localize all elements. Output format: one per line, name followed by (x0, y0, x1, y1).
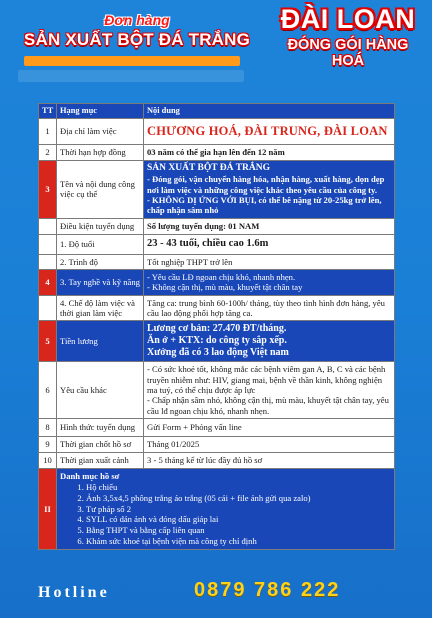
poster-header (0, 0, 432, 96)
row-label: Thời gian xuất cảnh (57, 452, 144, 468)
recruit-method: Gửi Form + Phỏng vấn line (144, 418, 395, 436)
table-row (39, 218, 395, 234)
row-number: 4 (39, 270, 57, 296)
row-label: Thời hạn hợp đồng (57, 145, 144, 161)
table-header-row (39, 104, 395, 119)
contract-duration: 03 năm có thể gia hạn lên đến 12 năm (144, 145, 395, 161)
job-desc-line: - Đóng gói, vận chuyển hàng hóa, nhận hàng, xuất hàng, dọn dẹp nơi làm việc và những công việc khác theo yêu cầu của công ty. (147, 174, 385, 195)
other-requirements (144, 362, 395, 419)
table-row (39, 270, 395, 296)
salary-line: Lương cơ bản: 27.470 ĐT/tháng. (147, 323, 287, 335)
row-label: Tiền lương (57, 321, 144, 362)
table-row (39, 321, 395, 362)
row-label: Tên và nội dung công việc cụ thể (57, 161, 144, 219)
row-number: 2 (39, 145, 57, 161)
hotline-bar (0, 578, 432, 618)
list-item: 3. Tư pháp số 2 (86, 504, 391, 515)
row-label: Điều kiện tuyển dụng (57, 218, 144, 234)
table-row (39, 295, 395, 321)
table-row (39, 452, 395, 468)
row-number: 1 (39, 119, 57, 145)
row-number: 9 (39, 436, 57, 452)
overtime-info: Tăng ca: trung bình 60-100h/ tháng, tùy theo tình hình đơn hàng, yêu cầu lao động phối hợp tăng ca. (144, 295, 395, 321)
salary-info (144, 321, 395, 362)
row-label: Địa chỉ làm việc (57, 119, 144, 145)
row-number: 6 (39, 362, 57, 419)
col-header-stt: TT (39, 104, 57, 119)
skills-requirement (144, 270, 395, 296)
departure-time: 3 - 5 tháng kể từ lúc đầy đủ hồ sơ (144, 452, 395, 468)
document-list-title: Danh mục hồ sơ (60, 470, 120, 481)
table-row (39, 418, 395, 436)
list-item: 4. SYLL có dán ảnh và đóng dấu giáp lai (86, 514, 391, 525)
recruit-count: Số lượng tuyển dụng: 01 NAM (144, 218, 395, 234)
col-header-item: Hạng mục (57, 104, 144, 119)
decorative-orange-bar (24, 56, 240, 66)
hotline-label: Hotline (38, 584, 110, 601)
row-label: 2. Trình độ (57, 254, 144, 269)
job-title-block (14, 12, 260, 82)
deadline: Tháng 01/2025 (144, 436, 395, 452)
row-number: 10 (39, 452, 57, 468)
row-label: Hình thức tuyển dụng (57, 418, 144, 436)
packing-title: ĐÓNG GÓI HÀNG HOÁ (287, 37, 409, 69)
list-item: 1. Hộ chiếu (86, 482, 391, 493)
order-label: Đơn hàng (104, 12, 170, 28)
work-address: CHƯƠNG HOÁ, ĐÀI TRUNG, ĐÀI LOAN (144, 119, 395, 145)
row-number: II (39, 468, 57, 549)
job-description (144, 161, 395, 219)
job-details-table (38, 103, 395, 550)
document-items (60, 482, 391, 546)
row-label: 4. Chế độ làm việc và thời gian làm việc (57, 295, 144, 321)
country-block (270, 4, 426, 72)
education-requirement: Tốt nghiệp THPT trở lên (144, 254, 395, 269)
col-header-content: Nội dung (144, 104, 395, 119)
salary-line: Ăn ở + KTX: do công ty sắp xếp. (147, 335, 287, 347)
table-row (39, 145, 395, 161)
country-title: ĐÀI LOAN (280, 4, 416, 34)
row-label: Thời gian chốt hồ sơ (57, 436, 144, 452)
table-row (39, 119, 395, 145)
table-row (39, 436, 395, 452)
row-label: 1. Độ tuổi (57, 234, 144, 254)
row-number: 5 (39, 321, 57, 362)
list-item: 5. Bằng THPT và bằng cấp liên quan (86, 525, 391, 536)
job-desc-line: - KHÔNG DỊ ỨNG VỚI BỤI, có thể bê nặng từ 20-25kg trở lên, chấp nhận sâm nhỏ (147, 195, 382, 216)
job-title: SẢN XUẤT BỘT ĐÁ TRẮNG (23, 30, 251, 49)
table-row (39, 362, 395, 419)
skills-line: - Yêu cầu LĐ ngoan chịu khó, nhanh nhẹn. (147, 272, 296, 283)
job-desc-title: SẢN XUẤT BỘT ĐÁ TRẮNG (147, 163, 270, 174)
document-list (57, 468, 395, 549)
table-row (39, 254, 395, 269)
salary-line: Xưởng đã có 3 lao động Việt nam (147, 347, 289, 359)
requirement-line: - Có sức khoẻ tốt, không mắc các bệnh viêm gan A, B, C và các bệnh truyền nhiễm như: HIV, giang mai, bệnh về thần kinh, không nghiện ma tuý, có thể chịu được áp lực (147, 364, 386, 395)
decorative-ghost-bar (18, 70, 244, 82)
skills-line: - Không cận thị, mù màu, khuyết tật chân tay (147, 282, 303, 293)
list-item: 2. Ảnh 3,5x4,5 phông trắng áo trắng (05 cái + file ảnh gửi qua zalo) (86, 493, 391, 504)
table-row (39, 161, 395, 219)
list-item: 6. Khám sức khoẻ tại bệnh viện mà công ty chỉ định (86, 536, 391, 547)
requirement-line: - Chấp nhận sâm nhỏ, không cận thị, mù màu, khuyết tật chân tay, yêu cầu lđ ngoan chịu khó, nhanh nhẹn. (147, 395, 389, 416)
row-label: 3. Tay nghề và kỹ năng (57, 270, 144, 296)
table-row (39, 234, 395, 254)
hotline-phone[interactable]: 0879 786 222 (194, 579, 341, 601)
row-label: Yêu cầu khác (57, 362, 144, 419)
table-row (39, 468, 395, 549)
row-number: 8 (39, 418, 57, 436)
row-number: 3 (39, 161, 57, 219)
age-requirement: 23 - 43 tuổi, chiều cao 1.6m (144, 234, 395, 254)
